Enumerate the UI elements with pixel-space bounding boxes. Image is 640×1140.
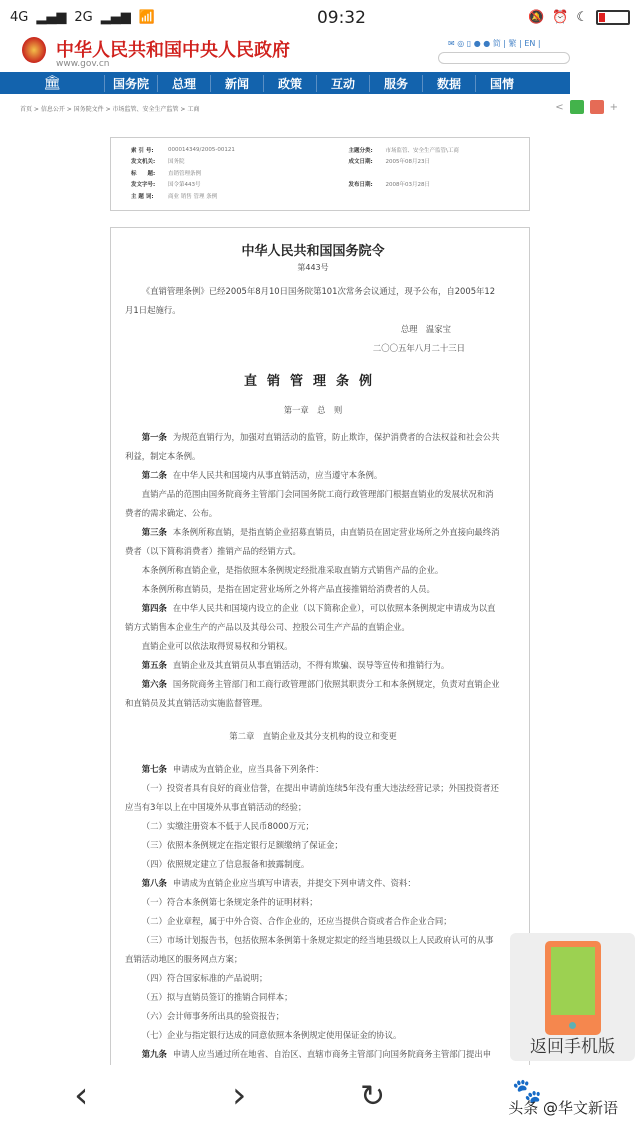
article-text: （三）市场计划报告书，包括依照本条例第十条规定拟定的经当地县级以上人民政府认可的从事直销活动地区的服务网点方案； xyxy=(125,935,494,964)
share-icon[interactable]: < xyxy=(555,101,564,113)
browser-toolbar xyxy=(0,1065,640,1137)
nav-item[interactable]: 新闻 xyxy=(210,75,263,92)
info-value: 国务院 xyxy=(168,159,185,166)
article-paragraph xyxy=(125,855,501,874)
article-text: 国务院商务主管部门和工商行政管理部门依照其职责分工和本条例规定，负责对直销企业和直销员及其直销活动实施监督管理。 xyxy=(125,679,500,708)
info-value: 2008年03月28日 xyxy=(385,182,431,189)
tiananmen-logo-icon[interactable]: 🏛 xyxy=(43,75,61,91)
article-paragraph xyxy=(125,1026,501,1045)
article-paragraph xyxy=(125,931,501,969)
article-text: （五）拟与直销员签订的推销合同样本； xyxy=(141,992,293,1002)
nav-item[interactable]: 国情 xyxy=(475,75,528,92)
article-text: 本条例所称直销员，是指在固定营业场所之外将产品直接推销给消费者的人员。 xyxy=(141,584,435,594)
signal-4g-icon: 4G xyxy=(10,10,29,25)
article-paragraph xyxy=(125,874,501,893)
nav-item[interactable]: 服务 xyxy=(369,75,422,92)
nav-item[interactable]: 总理 xyxy=(157,75,210,92)
nav-item[interactable]: 国务院 xyxy=(104,75,157,92)
wechat-icon[interactable] xyxy=(570,100,584,114)
article-number: 第二条 xyxy=(141,470,167,480)
article-paragraph xyxy=(125,817,501,836)
article-paragraph xyxy=(125,523,501,561)
article-paragraph xyxy=(125,637,501,656)
article-text: 在中华人民共和国境内从事直销活动，应当遵守本条例。 xyxy=(172,470,383,480)
article-paragraph xyxy=(125,428,501,466)
info-label: 成文日期: xyxy=(348,159,373,166)
breadcrumb-text[interactable]: 首页 > 信息公开 > 国务院文件 > 市场监管、安全生产监管 > 工商 xyxy=(20,105,200,113)
info-label: 主 题 词: xyxy=(131,193,154,200)
article-text: （三）依照本条例规定在指定银行足额缴纳了保证金； xyxy=(141,840,343,850)
article-number: 第五条 xyxy=(141,660,167,670)
site-url: www.gov.cn xyxy=(56,59,110,69)
signal-bars-icon: ▂▄▆ xyxy=(100,10,131,25)
clock: 09:32 xyxy=(316,7,366,28)
wifi-icon: 📶 xyxy=(138,10,155,25)
info-value: 2005年08月23日 xyxy=(385,159,431,166)
article-text: （二）实缴注册资本不低于人民币8000万元； xyxy=(141,821,314,831)
search-input[interactable] xyxy=(438,52,570,64)
article-paragraph xyxy=(125,561,501,580)
article-number: 第九条 xyxy=(141,1049,167,1059)
plus-icon[interactable]: + xyxy=(609,101,618,113)
chapter-one-articles xyxy=(125,428,501,713)
article-text: 直销企业可以依法取得贸易权和分销权。 xyxy=(141,641,293,651)
article-number: 第三条 xyxy=(141,527,167,537)
article-paragraph xyxy=(125,599,501,637)
weibo-icon[interactable] xyxy=(590,100,604,114)
forward-icon[interactable]: › xyxy=(232,1075,247,1116)
alarm-icon: ⏰ xyxy=(552,10,569,25)
nav-item[interactable]: 政策 xyxy=(263,75,316,92)
article-text: （一）投资者具有良好的商业信誉，在提出申请前连续5年没有重大违法经营记录；外国投资者还应当有3年以上在中国境外从事直销活动的经验； xyxy=(125,783,499,812)
article-text: 本条例所称直销企业，是指依照本条例规定经批准采取直销方式销售产品的企业。 xyxy=(141,565,444,575)
article-text: （六）会计师事务所出具的验资报告； xyxy=(141,1011,285,1021)
signal-bars-icon: ▂▄▆ xyxy=(36,10,67,25)
article-paragraph xyxy=(125,675,501,713)
nav-item[interactable]: 互动 xyxy=(316,75,369,92)
decree-title: 中华人民共和国国务院令 xyxy=(241,244,385,259)
paw-icon[interactable]: 🐾 xyxy=(512,1077,542,1105)
signal-2g-icon: 2G xyxy=(74,10,93,25)
article-text: 申请成为直销企业应当填写申请表，并提交下列申请文件、资料： xyxy=(172,878,416,888)
info-label: 主题分类: xyxy=(348,147,373,154)
main-nav xyxy=(0,72,570,94)
phone-icon xyxy=(545,941,601,1035)
status-bar xyxy=(0,0,640,35)
back-to-mobile-label: 返回手机版 xyxy=(530,1037,615,1057)
nav-item[interactable]: 数据 xyxy=(422,75,475,92)
article-text: （四）符合国家标准的产品说明； xyxy=(141,973,268,983)
chapter-heading: 第一章 总 则 xyxy=(283,405,343,415)
info-label: 标 题: xyxy=(131,170,156,177)
back-icon[interactable]: ‹ xyxy=(74,1075,89,1116)
article-text: （一）符合本条例第七条规定条件的证明材料； xyxy=(141,897,318,907)
info-row xyxy=(131,179,529,191)
mute-icon: 🔕 xyxy=(527,10,545,25)
article-text: 直销产品的范围由国务院商务主管部门会同国务院工商行政管理部门根据直销业的发展状况和消费者的需求确定、公布。 xyxy=(125,489,494,518)
info-row xyxy=(131,144,529,156)
article-paragraph xyxy=(125,893,501,912)
decree-number: 第443号 xyxy=(297,263,329,272)
info-value: 商业 销售 管理 条例 xyxy=(168,193,218,200)
article-paragraph xyxy=(125,836,501,855)
header-links[interactable]: ✉ ◎ ▯ ● ● 简 | 繁 | EN | xyxy=(448,39,541,48)
watermark: 头条 @华文新语 xyxy=(508,1099,618,1117)
document-info-box xyxy=(110,137,530,211)
article-number: 第七条 xyxy=(141,764,167,774)
decree-intro: 《直销管理条例》已经2005年8月10日国务院第101次常务会议通过，现予公布，自2005年12月1日起施行。 xyxy=(125,286,496,315)
signer: 总理 温家宝 xyxy=(400,324,451,334)
site-header xyxy=(0,35,640,72)
document-body xyxy=(110,227,530,1067)
breadcrumb xyxy=(0,97,640,119)
article-paragraph xyxy=(125,485,501,523)
article-paragraph xyxy=(125,656,501,675)
info-label: 发布日期: xyxy=(348,182,373,189)
back-to-mobile-button[interactable] xyxy=(510,933,635,1061)
article-number: 第一条 xyxy=(141,432,167,442)
info-row xyxy=(131,190,529,202)
article-text: 为规范直销行为，加强对直销活动的监管，防止欺诈，保护消费者的合法权益和社会公共利益，制定本条例。 xyxy=(125,432,500,461)
article-text: （四）依照规定建立了信息报备和披露制度。 xyxy=(141,859,310,869)
article-number: 第六条 xyxy=(141,679,167,689)
info-value: 直销管理条例 xyxy=(168,170,202,177)
article-text: 在中华人民共和国境内设立的企业（以下简称企业），可以依照本条例规定申请成为以直销方式销售本企业生产的产品以及其母公司、控股公司生产产品的直销企业。 xyxy=(125,603,496,632)
regulation-title: 直销管理条例 xyxy=(243,374,382,389)
refresh-icon[interactable]: ↻ xyxy=(360,1079,386,1114)
article-paragraph xyxy=(125,760,501,779)
site-title[interactable]: 中华人民共和国中央人民政府 xyxy=(56,40,290,61)
info-label: 发文机关: xyxy=(131,159,156,166)
info-label: 发文字号: xyxy=(131,182,156,189)
article-number: 第八条 xyxy=(141,878,167,888)
info-value: 国令第443号 xyxy=(168,182,201,189)
article-text: 申请成为直销企业，应当具备下列条件： xyxy=(172,764,324,774)
article-text: 本条例所称直销，是指直销企业招募直销员，由直销员在固定营业场所之外直接向最终消费者（以下简称消费者）推销产品的经销方式。 xyxy=(125,527,500,556)
article-paragraph xyxy=(125,988,501,1007)
info-value: 市场监管、安全生产监管\工商 xyxy=(385,147,459,154)
article-text: （二）企业章程，属于中外合资、合作企业的，还应当提供合资或者合作企业合同； xyxy=(141,916,452,926)
national-emblem-icon xyxy=(22,37,46,63)
moon-icon: ☾ xyxy=(576,10,588,25)
article-paragraph xyxy=(125,912,501,931)
info-value: 000014349/2005-00121 xyxy=(168,146,235,153)
chapter-heading: 第二章 直销企业及其分支机构的设立和变更 xyxy=(229,731,397,741)
article-number: 第四条 xyxy=(141,603,167,613)
article-paragraph xyxy=(125,580,501,599)
article-paragraph xyxy=(125,969,501,988)
article-paragraph xyxy=(125,779,501,817)
info-row xyxy=(131,156,529,168)
info-label: 索 引 号: xyxy=(131,147,154,154)
decree-date: 二〇〇五年八月二十三日 xyxy=(372,343,465,353)
article-paragraph xyxy=(125,466,501,485)
article-text: （七）企业与指定银行达成的同意依照本条例规定使用保证金的协议。 xyxy=(141,1030,402,1040)
battery-icon xyxy=(596,10,630,25)
article-paragraph xyxy=(125,1007,501,1026)
article-text: 申请人应当通过所在地省、自治区、直辖市商务主管部门向国务院商务主管部门提出申 xyxy=(172,1049,492,1059)
info-row xyxy=(131,167,529,179)
article-text: 直销企业及其直销员从事直销活动，不得有欺骗、误导等宣传和推销行为。 xyxy=(172,660,450,670)
